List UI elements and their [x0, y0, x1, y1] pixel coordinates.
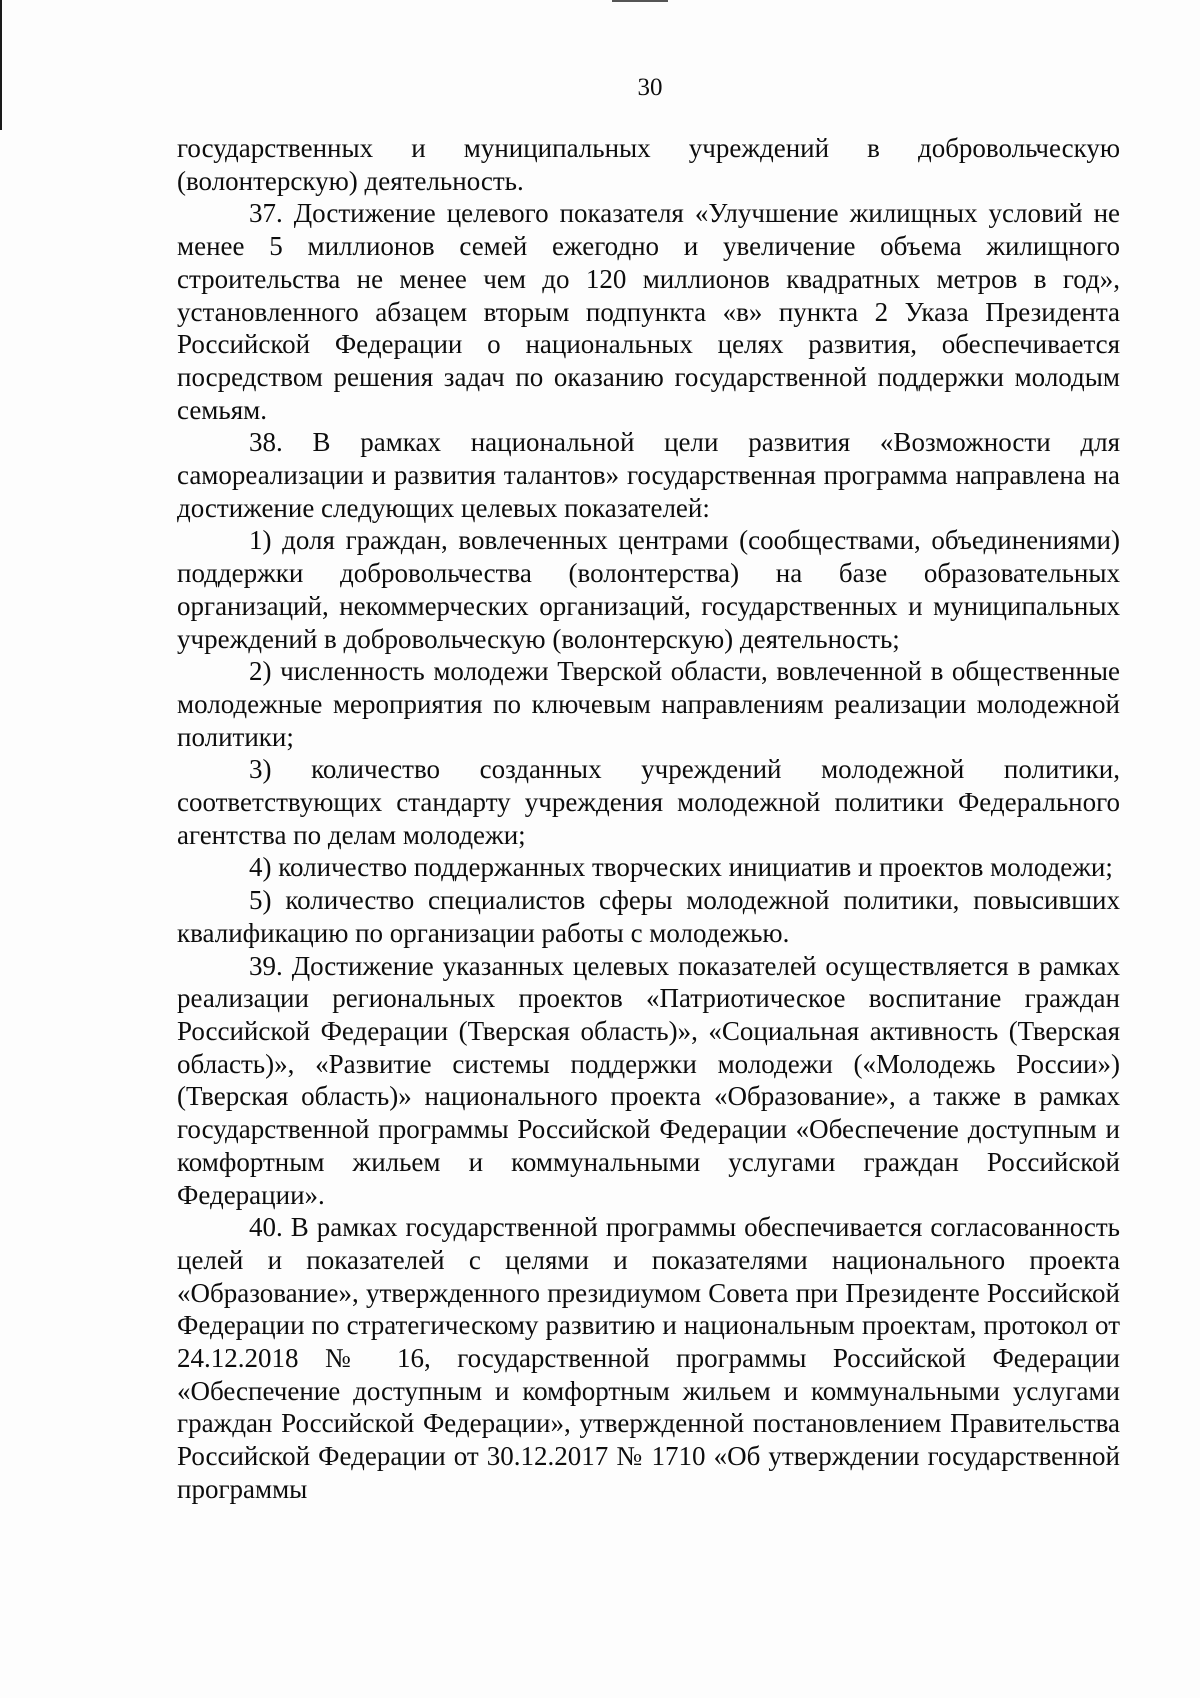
- paragraph-40: [177, 1211, 1120, 1505]
- paragraph-text: Достижение указанных целевых показателей осуществляется в рамках реализации региональных проектов «Патриотическое воспитание граждан Российской Федерации (Тверская область)», «Социальная активность (Тверская область)», «Развитие системы поддержки молодежи («Молодежь России») (Тверская область)» национального проекта «Образование», а также в рамках государственной программы Российской Федерации «Обеспечение доступным и комфортным жильем и коммунальными услугами граждан Российской Федерации».: [177, 950, 1121, 1210]
- list-item-3: [177, 753, 1120, 851]
- paragraph-number: 39.: [249, 950, 292, 981]
- list-item-text: количество специалистов сферы молодежной политики, повысивших квалификацию по организации работы с молодежью.: [177, 885, 1120, 948]
- scan-edge-mark: [0, 0, 2, 130]
- list-item-number: 2): [249, 656, 281, 687]
- list-item-1: [177, 524, 1120, 655]
- paragraph-39: [177, 950, 1120, 1212]
- list-item-number: 1): [249, 525, 283, 556]
- paragraph-number: 37.: [249, 198, 294, 229]
- list-item-number: 4): [249, 852, 279, 883]
- list-item-5: [177, 884, 1120, 949]
- list-item-text: количество поддержанных творческих инициатив и проектов молодежи;: [278, 852, 1113, 883]
- list-item-number: 3): [249, 754, 312, 785]
- list-item-2: [177, 655, 1120, 753]
- paragraph-number: 38.: [249, 427, 313, 458]
- list-item-text: доля граждан, вовлеченных центрами (сообществами, объединениями) поддержки добровольчества (волонтерства) на базе образовательных организаций, некоммерческих организаций, государственных и муниципальных учреждений в добровольческую (волонтерскую) деятельность;: [177, 525, 1120, 654]
- list-item-4: [177, 851, 1120, 884]
- paragraph-38: [177, 426, 1120, 524]
- paragraph-37: [177, 197, 1120, 426]
- paragraph-text: В рамках государственной программы обеспечивается согласованность целей и показателей с целями и показателями национального проекта «Образование», утвержденного президиумом Совета при Президенте Российской Федерации по стратегическому развитию и национальным проектам, протокол от 24.12.2018 № 16, государственной программы Российской Федерации «Обеспечение доступным и комфортным жильем и коммунальными услугами граждан Российской Федерации», утвержденной постановлением Правительства Российской Федерации от 30.12.2017 № 1710 «Об утверждении государственной программы: [177, 1212, 1120, 1504]
- paragraph-text: Достижение целевого показателя «Улучшение жилищных условий не менее 5 миллионов семей ежегодно и увеличение объема жилищного строительства не менее чем до 120 миллионов квадратных метров в год», установленного абзацем вторым подпункта «в» пункта 2 Указа Президента Российской Федерации о национальных целях развития, обеспечивается посредством решения задач по оказанию государственной поддержки молодым семьям.: [177, 198, 1121, 425]
- page-number: 30: [637, 74, 663, 101]
- list-item-number: 5): [249, 885, 286, 916]
- paragraph-text: В рамках национальной цели развития «Возможности для самореализации и развития талантов» государственная программа направлена на достижение следующих целевых показателей:: [177, 427, 1120, 523]
- paragraph-continuation: [177, 132, 1120, 197]
- paragraph-text: государственных и муниципальных учреждений в добровольческую (волонтерскую) деятельность.: [177, 133, 1120, 196]
- scan-top-mark: [612, 0, 668, 2]
- document-body: [177, 132, 1120, 1506]
- list-item-text: количество созданных учреждений молодежной политики, соответствующих стандарту учреждения молодежной политики Федерального агентства по делам молодежи;: [177, 754, 1120, 850]
- list-item-text: численность молодежи Тверской области, вовлеченной в общественные молодежные мероприятия по ключевым направлениям реализации молодежной политики;: [177, 656, 1120, 752]
- paragraph-number: 40.: [249, 1212, 291, 1243]
